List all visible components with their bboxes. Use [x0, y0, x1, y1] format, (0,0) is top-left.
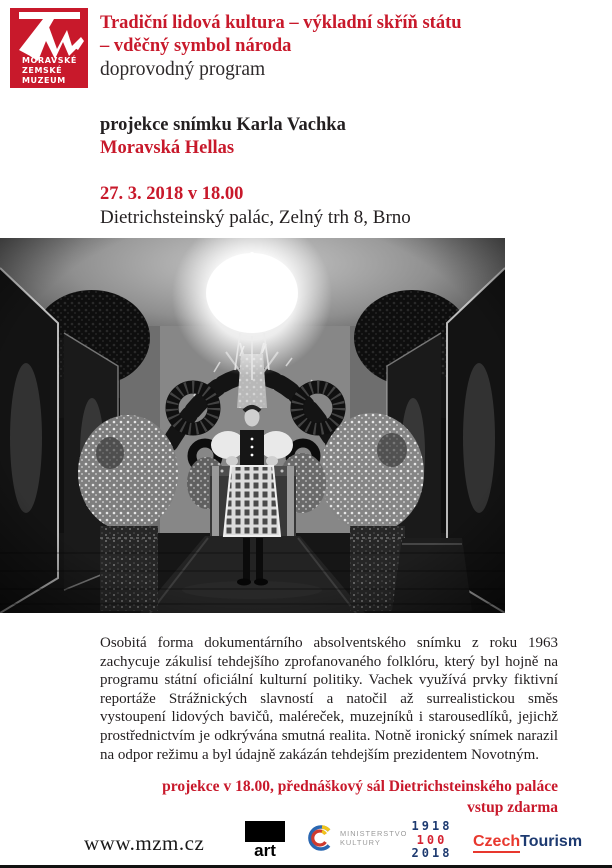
art-logo [245, 821, 285, 860]
mzm-logo-line3: MUZEUM [22, 76, 66, 85]
film-still-illustration [0, 238, 505, 613]
czechtourism-logo [473, 832, 582, 851]
screening-line1: projekce v 18.00, přednáškový sál Dietrichsteinského paláce [162, 778, 558, 795]
event-venue: Dietrichsteinský palác, Zelný trh 8, Brno [100, 207, 411, 228]
ministry-line2: KULTURY [340, 838, 381, 847]
mzm-logo [10, 8, 88, 88]
poster-subtitle: doprovodný program [100, 59, 266, 80]
event-datetime: 27. 3. 2018 v 18.00 [100, 184, 244, 204]
mzm-logo-line2: ZEMSKÉ [22, 66, 63, 75]
mzm-logo-wordmark [22, 56, 77, 86]
header [100, 12, 570, 82]
centenary-bottom: 2018 [411, 846, 453, 860]
centenary-mid: 100 [416, 832, 448, 847]
film-still-photo [0, 238, 505, 613]
poster-title-line2: – vděčný symbol národa [100, 36, 292, 56]
centenary-top: 1918 [411, 819, 453, 833]
poster-title-line1: Tradiční lidová kultura – výkladní skříň státu [100, 13, 462, 33]
centenary-1918-2018-logo [409, 820, 455, 861]
event-heading: projekce snímku Karla Vachka [100, 115, 346, 135]
czechtourism-tourism: Tourism [520, 833, 583, 850]
art-logo-box-icon [245, 821, 285, 842]
screening-info [100, 777, 558, 818]
synopsis-paragraph: Osobitá forma dokumentárního absolventského snímku z roku 1963 zachycuje zákulisí tehdejšího zprofanovaného folklóru, který byl hojně na programu státní oficiální kulturní politiky. Vachek využívá prvky fiktivní reportáže Strážnických slavností a natočil až surrealistickou směs vystoupení lidových bavičů, maléreček, muzejníků i starousedlíků, jejichž prostřednictvím je odkrývána smutná realita. Notně ironický snímek narazil na odpor režimu a byl údajně zakázán tehdejším prezidentem Novotným. [100, 635, 558, 763]
ministry-line1: MINISTERSTVO [340, 829, 408, 838]
mzm-logo-line1: MORAVSKÉ [22, 56, 77, 65]
website-url: www.mzm.cz [84, 831, 205, 855]
ministry-of-culture-logo [306, 824, 334, 857]
ministry-logo-icon [306, 824, 334, 852]
event-info [100, 114, 570, 230]
screening-line2: vstup zdarma [467, 798, 558, 816]
art-logo-label: art [254, 841, 276, 860]
czechtourism-czech: Czech [473, 833, 520, 853]
film-title: Moravská Hellas [100, 138, 235, 158]
